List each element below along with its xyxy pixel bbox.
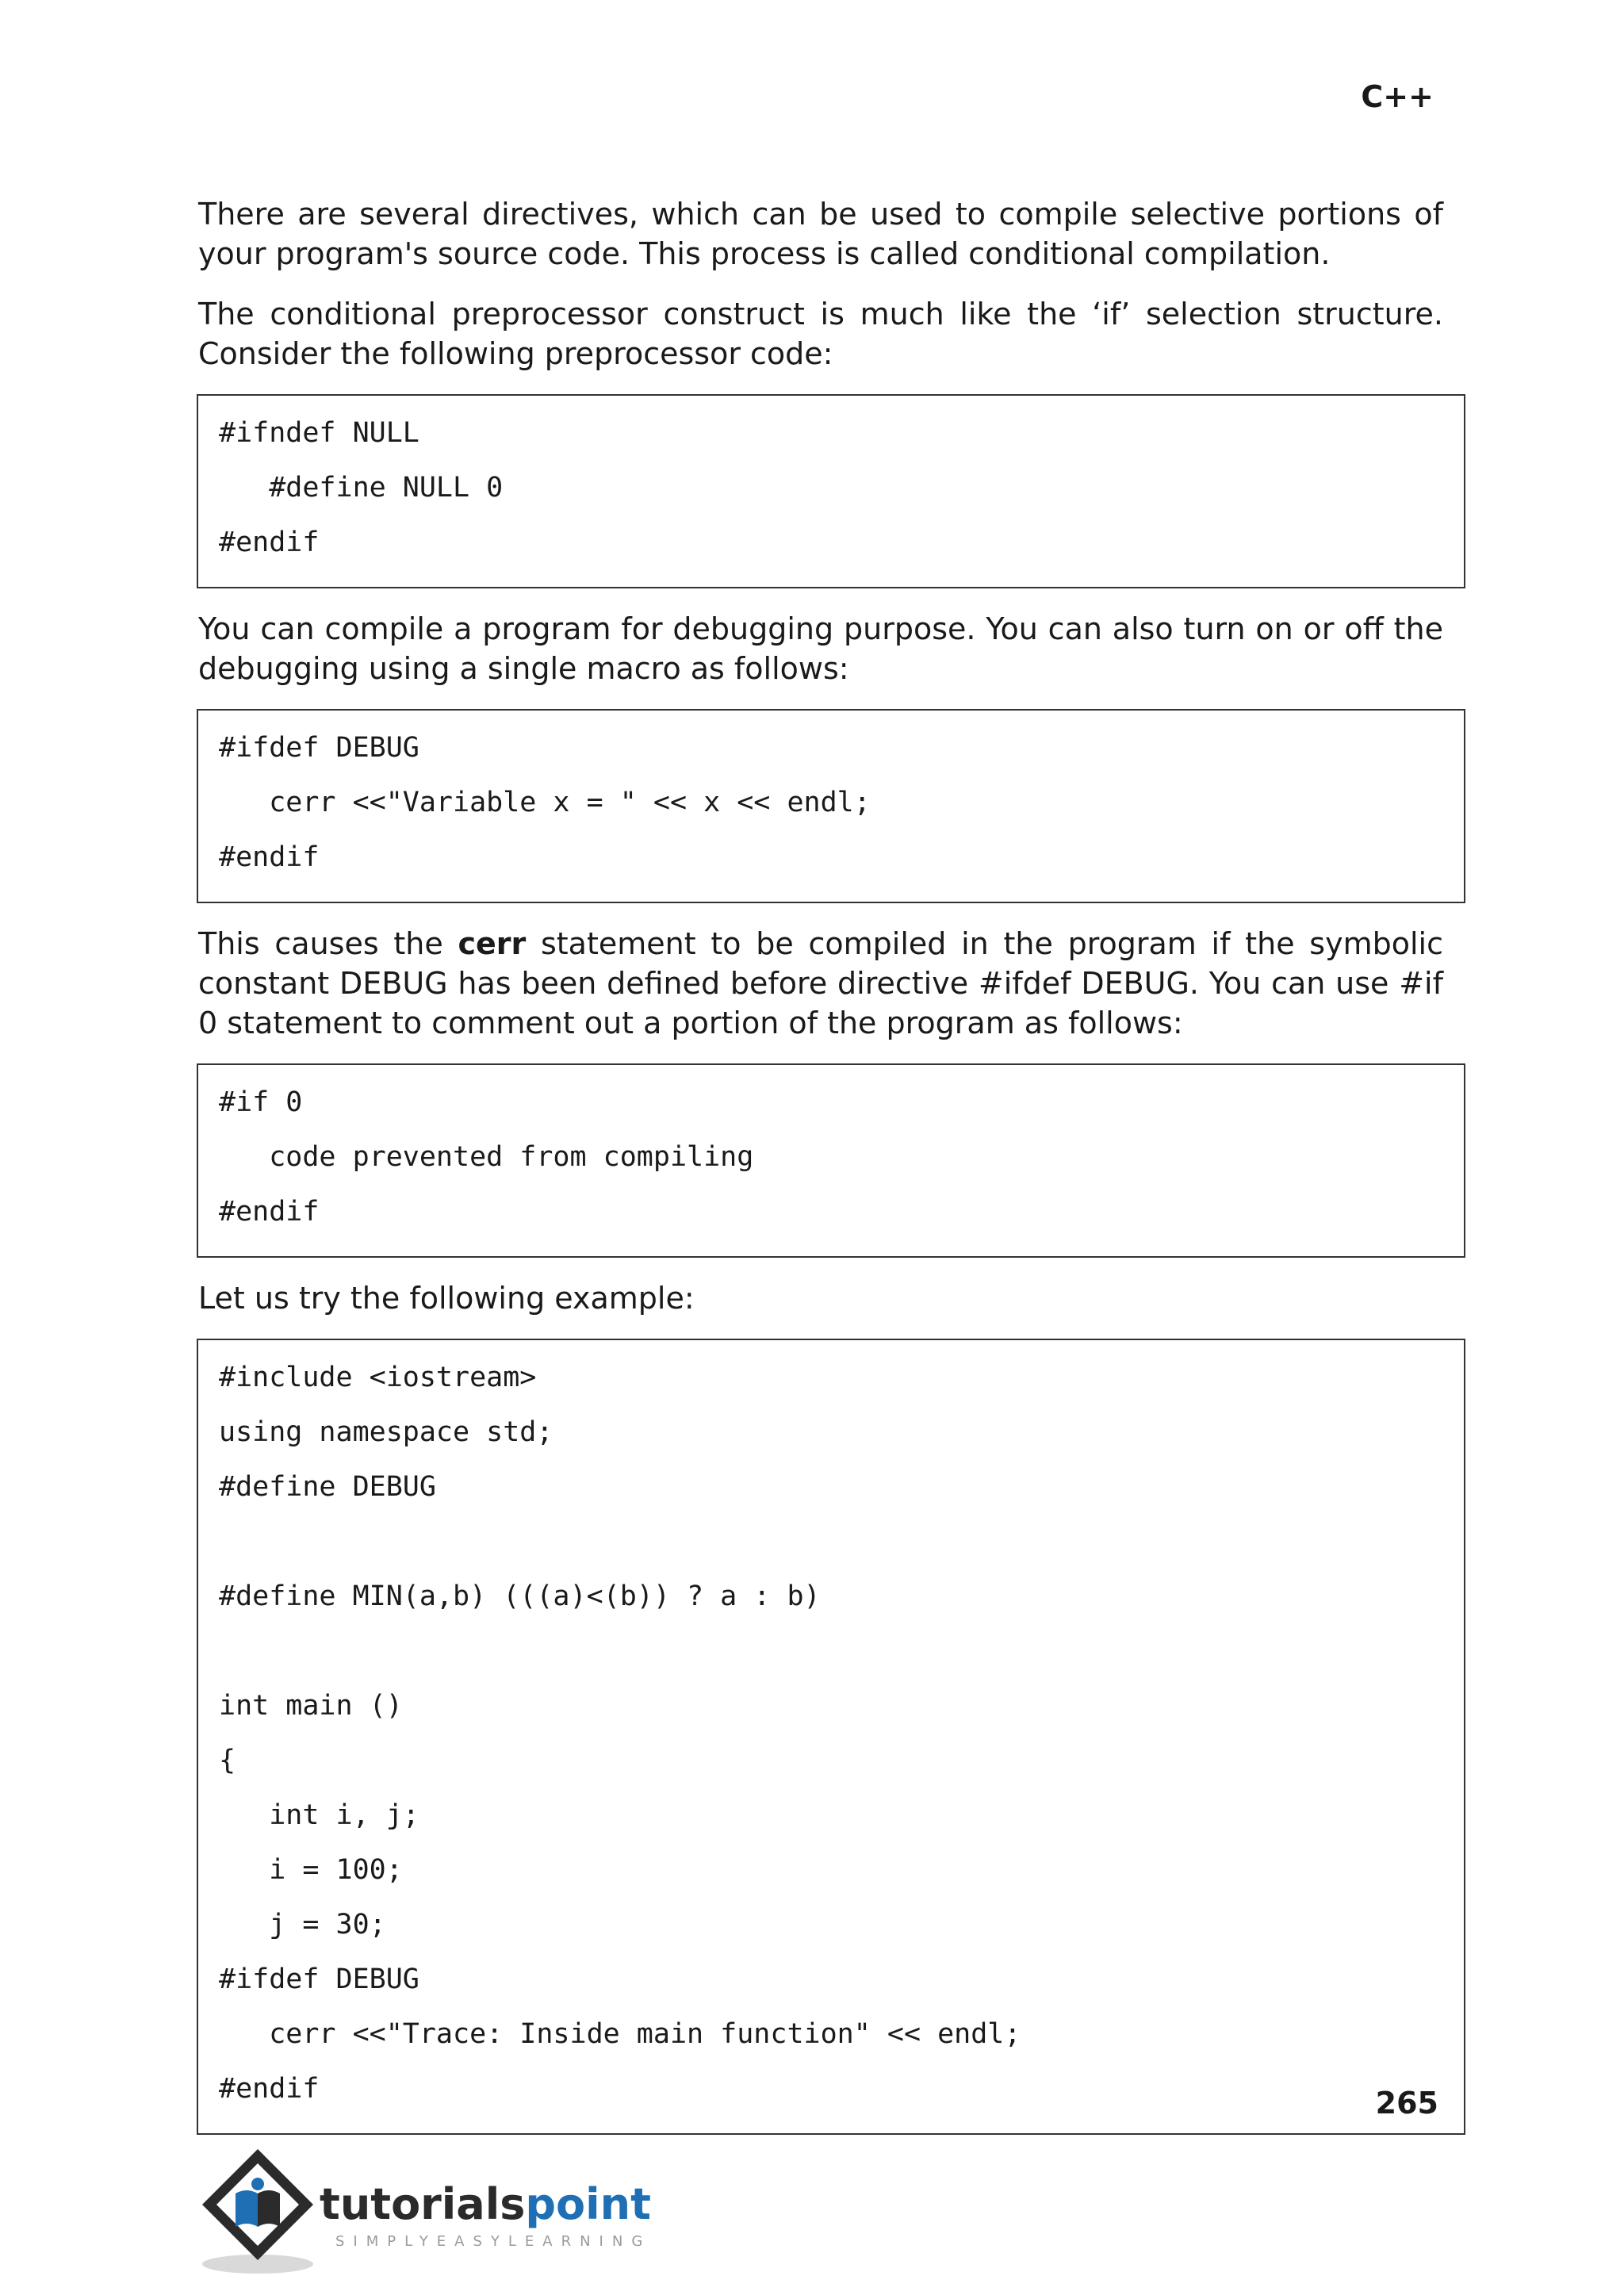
code-line: #define NULL 0 bbox=[219, 472, 504, 504]
code-block bbox=[197, 1339, 1465, 2135]
paragraph: There are several directives, which can be used to compile selective portions of your program's source code. This process is called conditional compilation. bbox=[198, 197, 1443, 271]
code-block bbox=[197, 394, 1465, 588]
paragraph: You can compile a program for debugging purpose. You can also turn on or off the debugging using a single macro as follows: bbox=[198, 611, 1443, 686]
logo-tagline: SIMPLYEASYLEARNING bbox=[335, 2233, 652, 2250]
code-line: #endif bbox=[219, 527, 320, 558]
code-line: #if 0 bbox=[219, 1086, 303, 1118]
code-line bbox=[219, 1631, 1443, 1686]
code-line: { bbox=[219, 1745, 236, 1776]
code-line: #include <iostream> bbox=[219, 1362, 537, 1393]
code-line: int main () bbox=[219, 1690, 403, 1722]
code-line: #endif bbox=[219, 1196, 320, 1228]
svg-text:tutorialspoint bbox=[320, 2179, 651, 2229]
paragraph: The conditional preprocessor construct is much like the ‘if’ selection structure. Consider the following preprocessor code: bbox=[198, 297, 1443, 371]
code-line bbox=[219, 1522, 1443, 1577]
code-line: #ifndef NULL bbox=[219, 417, 419, 449]
running-header-title: C++ bbox=[1361, 79, 1434, 114]
logo-brand-part2: point bbox=[525, 2179, 651, 2229]
code-line: #endif bbox=[219, 2073, 320, 2105]
code-line: #define MIN(a,b) (((a)<(b)) ? a : b) bbox=[219, 1580, 821, 1612]
code-block bbox=[197, 709, 1465, 903]
code-line: code prevented from compiling bbox=[219, 1141, 754, 1173]
tutorialspoint-logo bbox=[194, 2141, 686, 2284]
code-line: cerr <<"Trace: Inside main function" << endl; bbox=[219, 2018, 1021, 2050]
code-line: i = 100; bbox=[219, 1854, 403, 1886]
code-line: #define DEBUG bbox=[219, 1471, 436, 1503]
inline-code-term: cerr bbox=[458, 926, 527, 961]
page-content bbox=[198, 194, 1443, 2155]
paragraph-text: This causes the bbox=[198, 926, 458, 961]
logo-brand-part1: tutorials bbox=[320, 2179, 526, 2229]
code-line: #endif bbox=[219, 841, 320, 873]
paragraph-text: statement to be compiled in the program if the symbolic constant DEBUG has been defined before directive #ifdef DEBUG. You can use #if 0 statement to comment out a portion of the program as follows: bbox=[198, 926, 1443, 1040]
paragraph bbox=[198, 924, 1443, 1043]
page-number: 265 bbox=[1375, 2086, 1438, 2121]
code-line: cerr <<"Variable x = " << x << endl; bbox=[219, 787, 871, 818]
code-line: #ifdef DEBUG bbox=[219, 732, 419, 764]
code-line: int i, j; bbox=[219, 1799, 419, 1831]
code-block bbox=[197, 1063, 1465, 1258]
code-line: j = 30; bbox=[219, 1909, 386, 1941]
paragraph: Let us try the following example: bbox=[198, 1281, 695, 1316]
code-line: using namespace std; bbox=[219, 1416, 553, 1448]
code-line: #ifdef DEBUG bbox=[219, 1964, 419, 1995]
